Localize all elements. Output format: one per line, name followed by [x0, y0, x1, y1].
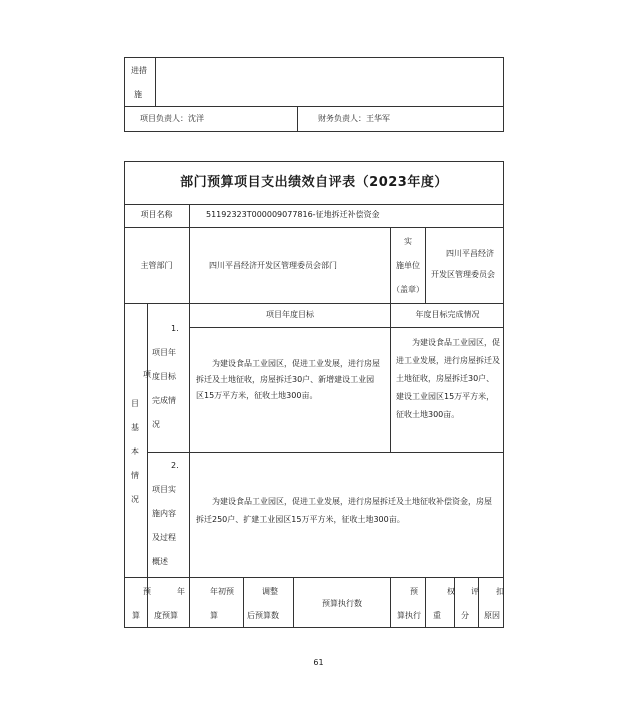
impl-label-1: 实 [404, 237, 412, 246]
sec1-label-5: 况 [152, 420, 160, 429]
b-col8-a: 评 [471, 587, 479, 596]
sec2-bottom [124, 577, 504, 578]
page-number: 61 [313, 658, 324, 667]
sec1-header-bottom [190, 327, 504, 328]
b-col6-a: 预 [410, 587, 418, 596]
b-col6-b: 算执行 [397, 611, 421, 620]
impl-value-1: 四川平昌经济 [446, 249, 494, 258]
sec1-content-divider [390, 303, 391, 453]
project-name-value: 51192323T000009077816-征地拆迁补偿资金 [206, 210, 380, 219]
impl-label-3: （盖章） [392, 285, 424, 294]
project-name-row-bottom [124, 227, 504, 228]
dept-row-bottom [124, 303, 504, 304]
sec1-label-1: 1. [171, 324, 179, 333]
annual-target-header: 项目年度目标 [266, 310, 314, 319]
annual-done-header: 年度目标完成情况 [415, 310, 480, 319]
b-col8-b: 分 [461, 611, 469, 620]
left-col-divider [147, 303, 148, 577]
b-div-8 [478, 577, 479, 628]
impl-label-2: 施单位 [396, 261, 420, 270]
b-col3-b: 算 [210, 611, 218, 620]
b-div-5 [390, 577, 391, 628]
measures-label-1: 进措 [131, 66, 147, 75]
left-col-char-6: 况 [131, 495, 139, 504]
b-col7-b: 重 [433, 611, 441, 620]
b-div-2 [189, 577, 190, 628]
sec1-label-2: 项目年 [152, 348, 176, 357]
sub-label-divider [189, 303, 190, 577]
left-col-char-2: 目 [131, 399, 139, 408]
impl-process-text: 为建设食品工业园区，促进工业发展，进行房屋拆迁及土地征收补偿资金，房屋拆迁250户、扩建工业园区15万平方米，征收土地300亩。 [196, 497, 492, 524]
b-col3-a: 年初预 [210, 587, 234, 596]
project-name-label: 项目名称 [140, 210, 173, 219]
b-col5: 预算执行数 [322, 599, 362, 608]
b-div-7 [454, 577, 455, 628]
top-table-hline [124, 106, 504, 107]
top-table-vline [155, 57, 156, 107]
left-col-char-3: 基 [131, 423, 139, 432]
impl-value-divider [425, 227, 426, 304]
title-row-bottom [124, 204, 504, 205]
left-col-char-1: 项 [143, 370, 151, 379]
left-col-char-5: 情 [131, 471, 139, 480]
sec2-label-3: 施内容 [152, 509, 176, 518]
sec1-label-3: 度目标 [152, 372, 176, 381]
top-table-vline-2 [297, 106, 298, 132]
annual-done-text: 为建设食品工业园区，促进工业发展，进行房屋拆迁及土地征收，房屋拆迁30户、建设工业园区15万平方米，征收土地300亩。 [396, 338, 500, 419]
b-col2-b: 度预算 [154, 611, 178, 620]
b-col9-a: 扣 [496, 587, 504, 596]
b-col9-b: 原因 [484, 611, 500, 620]
sec2-label-2: 项目实 [152, 485, 176, 494]
left-col-char-4: 本 [131, 447, 139, 456]
impl-value-2: 开发区管理委员会 [431, 270, 495, 279]
b-col4-b: 后预算数 [247, 611, 279, 620]
b-col1-a: 预 [143, 587, 151, 596]
b-col2-a: 年 [177, 587, 185, 596]
sec1-label-4: 完成情 [152, 396, 176, 405]
annual-target-text: 为建设食品工业园区，促进工业发展，进行房屋拆迁及土地征收，房屋拆迁30户、新增建设工业园区15万平方米，征收土地300亩。 [196, 359, 380, 400]
dept-label: 主管部门 [140, 261, 173, 270]
label-col-divider-1 [189, 204, 190, 304]
measures-label-2: 施 [134, 90, 142, 99]
dept-value: 四川平昌经济开发区管理委员会部门 [209, 261, 337, 270]
b-col1-b: 算 [132, 611, 140, 620]
project-lead: 项目负责人：沈洋 [140, 114, 204, 123]
sec2-label-5: 概述 [152, 557, 168, 566]
table-title: 部门预算项目支出绩效自评表（2023年度） [180, 175, 448, 190]
b-col4-a: 调整 [262, 587, 278, 596]
b-div-6 [425, 577, 426, 628]
sec2-label-1: 2. [171, 461, 179, 470]
b-div-1 [147, 577, 148, 628]
sec1-bottom [147, 452, 504, 453]
b-col7-a: 权 [447, 587, 455, 596]
b-div-3 [243, 577, 244, 628]
finance-lead: 财务负责人：王华军 [318, 114, 390, 123]
sec2-label-4: 及过程 [152, 533, 176, 542]
